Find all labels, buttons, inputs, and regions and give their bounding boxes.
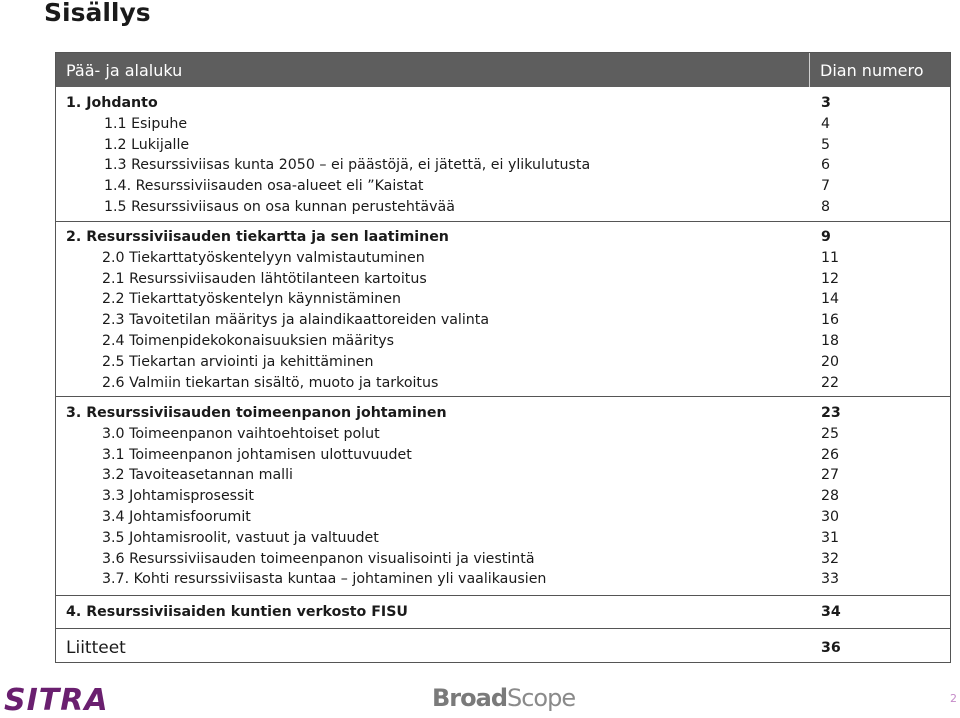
toc-entry-slide-number: 20 [821,353,840,370]
toc-entry-title: 2.6 Valmiin tiekartan sisältö, muoto ja tarkoitus [102,374,439,391]
toc-entry-slide-number: 27 [821,467,840,484]
page-number: 2 [950,692,957,705]
toc-entry-title: 3.2 Tavoiteasetannan malli [102,467,293,484]
toc-entry-title: 2.3 Tavoitetilan määritys ja alaindikaattoreiden valinta [102,312,490,329]
toc-entry-slide-number: 31 [821,529,840,546]
toc-subchapter-row[interactable] [56,352,950,373]
toc-entry-title: 2.0 Tiekarttatyöskentelyyn valmistautuminen [102,249,425,266]
sitra-logo: SITRA [4,683,109,718]
toc-entry-slide-number: 11 [821,249,840,266]
toc-entry-slide-number: 26 [821,446,840,463]
broadscope-logo [432,684,575,712]
toc-subchapter-row[interactable] [56,331,950,352]
toc-entry-slide-number: 32 [821,550,840,567]
toc-entry-slide-number: 14 [821,291,840,308]
toc-table [55,52,951,663]
toc-subchapter-row[interactable] [56,373,950,394]
toc-entry-title: 3.7. Kohti resurssiviisasta kuntaa – johtaminen yli vaalikausien [102,571,547,588]
toc-entry-title: 1.3 Resurssiviisas kunta 2050 – ei päästöjä, ei jätettä, ei ylikulutusta [104,157,591,174]
toc-entry-title: 3.3 Johtamisprosessit [102,488,254,505]
toc-subchapter-row[interactable] [56,528,950,549]
toc-entry-title: 3. Resurssiviisauden toimeenpanon johtaminen [66,405,447,421]
section-separator [56,221,950,222]
toc-entry-slide-number: 12 [821,270,840,287]
toc-entry-slide-number: 16 [821,312,840,329]
toc-subchapter-row[interactable] [56,289,950,310]
toc-entry-slide-number: 36 [821,640,841,656]
toc-entry-slide-number: 4 [821,115,831,132]
toc-entry-slide-number: 6 [821,157,831,174]
toc-chapter-row[interactable] [56,93,950,114]
toc-subchapter-row[interactable] [56,269,950,290]
toc-entry-title: 2. Resurssiviisauden tiekartta ja sen laatiminen [66,229,449,245]
section-separator [56,396,950,397]
toc-entry-slide-number: 28 [821,488,840,505]
toc-chapter-row[interactable] [56,635,950,656]
toc-header [56,53,950,87]
toc-subchapter-row[interactable] [56,248,950,269]
toc-entry-slide-number: 5 [821,136,831,153]
toc-entry-slide-number: 9 [821,229,831,245]
toc-subchapter-row[interactable] [56,135,950,156]
toc-entry-slide-number: 18 [821,333,840,349]
toc-entry-title: 2.5 Tiekartan arviointi ja kehittäminen [102,353,374,370]
toc-entry-title: 3.4 Johtamisfoorumit [102,509,251,525]
toc-chapter-row[interactable] [56,403,950,424]
toc-entry-title: 3.5 Johtamisroolit, vastuut ja valtuudet [102,529,379,546]
toc-entry-title: 1.2 Lukijalle [104,136,190,153]
section-separator [56,595,950,596]
toc-entry-slide-number: 3 [821,95,831,111]
toc-subchapter-row[interactable] [56,197,950,218]
toc-subchapter-row[interactable] [56,569,950,590]
toc-entry-slide-number: 7 [821,178,831,195]
toc-entry-title: 3.1 Toimeenpanon johtamisen ulottuvuudet [102,446,412,463]
toc-entry-slide-number: 30 [821,509,840,525]
toc-entry-title: 3.0 Toimeenpanon vaihtoehtoiset polut [102,425,380,442]
toc-entry-title: 2.1 Resurssiviisauden lähtötilanteen kartoitus [102,270,427,287]
toc-subchapter-row[interactable] [56,310,950,331]
toc-subchapter-row[interactable] [56,155,950,176]
toc-entry-title: 1. Johdanto [66,95,158,111]
toc-subchapter-row[interactable] [56,465,950,486]
toc-entry-slide-number: 33 [821,571,840,588]
broadscope-logo-broad: Broad [432,684,507,712]
toc-entry-title: 2.2 Tiekarttatyöskentelyn käynnistäminen [102,291,401,308]
toc-subchapter-row[interactable] [56,549,950,570]
toc-subchapter-row[interactable] [56,445,950,466]
toc-subchapter-row[interactable] [56,424,950,445]
header-slide-number-label: Dian numero [820,61,924,80]
toc-entry-title: 1.4. Resurssiviisauden osa-alueet eli ”Kaistat [104,178,424,195]
toc-chapter-row[interactable] [56,227,950,248]
broadscope-logo-scope: Scope [507,684,576,712]
header-divider [809,53,810,87]
toc-entry-title: Liitteet [66,638,126,658]
toc-entry-title: 2.4 Toimenpidekokonaisuuksien määritys [102,333,395,349]
toc-entry-slide-number: 8 [821,199,831,215]
toc-entry-slide-number: 25 [821,425,840,442]
toc-entry-slide-number: 34 [821,604,841,620]
toc-subchapter-row[interactable] [56,114,950,135]
header-chapter-label: Pää- ja alaluku [66,61,183,80]
section-separator [56,628,950,629]
toc-subchapter-row[interactable] [56,486,950,507]
toc-subchapter-row[interactable] [56,507,950,528]
toc-entry-title: 1.1 Esipuhe [104,115,188,132]
page-title: Sisällys [44,0,151,27]
toc-chapter-row[interactable] [56,602,950,623]
toc-subchapter-row[interactable] [56,176,950,197]
toc-entry-slide-number: 22 [821,374,840,391]
toc-entry-title: 4. Resurssiviisaiden kuntien verkosto FISU [66,604,408,620]
toc-entry-title: 3.6 Resurssiviisauden toimeenpanon visualisointi ja viestintä [102,550,535,567]
toc-entry-title: 1.5 Resurssiviisaus on osa kunnan perustehtävää [104,199,455,215]
toc-entry-slide-number: 23 [821,405,841,421]
